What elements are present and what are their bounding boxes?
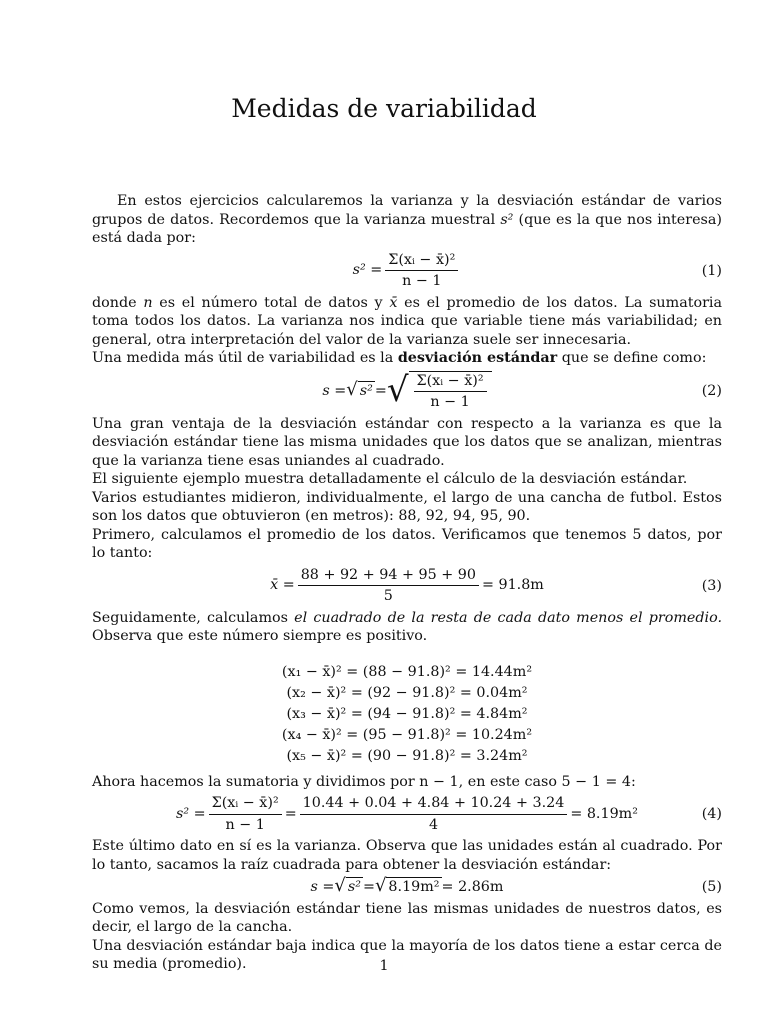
denominator: 5	[383, 588, 393, 604]
numerator: Σ(xᵢ − x̄)²	[385, 251, 458, 272]
paragraph-example-intro: El siguiente ejemplo muestra detalladamente el cálculo de la desviación estándar.	[92, 471, 688, 487]
denominator: n − 1	[225, 816, 265, 833]
denominator: 4	[428, 816, 439, 833]
text: Seguidamente, calculamos	[92, 609, 295, 626]
variable-s2: s²	[500, 211, 514, 228]
radical-icon: √	[334, 875, 346, 896]
fraction	[209, 794, 282, 834]
text: En estos ejercicios calcularemos la varianza y la desviación estándar de varios grupos de datos. Recordemos que la varianza muestral	[92, 193, 722, 228]
equation-number: (3)	[701, 577, 722, 594]
eq-rhs: = 8.19m²	[570, 805, 638, 822]
variable-xbar: x̄	[389, 294, 398, 311]
equation-1	[92, 251, 722, 291]
square-root	[334, 877, 363, 897]
equals: =	[374, 382, 387, 399]
equation-number: (2)	[701, 382, 722, 399]
equation-number: (1)	[701, 262, 722, 279]
squared-differences	[92, 662, 722, 767]
numerator: 88 + 92 + 94 + 95 + 90	[298, 566, 479, 587]
radicand	[409, 371, 492, 412]
numerator: Σ(xᵢ − x̄)²	[209, 794, 282, 815]
text: donde	[92, 294, 144, 311]
paragraph-squares-intro	[92, 609, 722, 646]
denominator: n − 1	[430, 394, 470, 410]
paragraph-units-note: Como vemos, la desviación estándar tiene las mismas unidades de nuestros datos, es decir, el largo de la cancha.	[92, 900, 722, 935]
page-number: 1	[379, 958, 389, 974]
text: que se define como:	[557, 350, 707, 366]
squared-difference-line: (x₃ − x̄)² = (94 − 91.8)² = 4.84m²	[286, 705, 528, 722]
paragraph-conclusion: Una desviación estándar baja indica que la mayoría de los datos tiene a estar cerca de su media (promedio).	[92, 937, 722, 972]
equals: =	[284, 805, 297, 822]
fraction	[298, 566, 479, 606]
eq-lhs: s =	[322, 382, 347, 399]
radical-icon: √	[374, 875, 387, 896]
paragraph-variance-result: Este último dato en sí es la varianza. Observa que las unidades están al cuadrado. Por lo tanto, sacamos la raíz cuadrada para obtener la desviación estándar:	[92, 838, 722, 873]
document-title: Medidas de variabilidad	[231, 94, 537, 123]
denominator: n − 1	[402, 273, 442, 289]
squared-difference-line: (x₅ − x̄)² = (90 − 91.8)² = 3.24m²	[286, 747, 528, 764]
radical-icon: √	[386, 369, 409, 410]
numerator: Σ(xᵢ − x̄)²	[414, 372, 487, 393]
equation-number: (5)	[701, 878, 722, 895]
fraction	[385, 251, 458, 291]
equation-3	[92, 566, 722, 606]
text: Una medida más útil de variabilidad es la	[92, 350, 398, 366]
equation-number: (4)	[701, 805, 722, 822]
fraction	[414, 372, 487, 412]
square-root	[346, 381, 375, 401]
squared-difference-line: (x₁ − x̄)² = (88 − 91.8)² = 14.44m²	[281, 663, 533, 680]
radicand: s²	[359, 383, 373, 400]
paragraph-sum-step: Ahora hacemos la sumatoria y dividimos por n − 1, en este caso 5 − 1 = 4:	[92, 773, 636, 790]
fraction	[300, 794, 568, 834]
text: es el número total de datos y	[152, 294, 390, 311]
paragraph-std-intro	[92, 349, 722, 368]
paragraph-mean-step: Primero, calculamos el promedio de los datos. Verificamos que tenemos 5 datos, por lo tanto:	[92, 526, 722, 561]
eq-lhs: s =	[310, 878, 335, 895]
text: es el promedio de los datos. La sumatoria toma todos los datos. La varianza nos indica que variable tiene más variabilidad; en general, otra interpretación del valor de la varianza suele ser innecesaria.	[92, 294, 723, 348]
document-body	[92, 192, 722, 974]
equals: =	[362, 878, 375, 895]
radicand: 8.19m²	[388, 879, 440, 895]
equation-2	[92, 371, 722, 412]
squared-difference-line: (x₂ − x̄)² = (92 − 91.8)² = 0.04m²	[286, 684, 528, 701]
paragraph-definitions	[92, 294, 722, 350]
bold-term: desviación estándar	[397, 350, 558, 366]
paragraph-data: Varios estudiantes midieron, individualmente, el largo de una cancha de futbol. Estos son los datos que obtuvieron (en metros): 88, 92, 94, 95, 90.	[92, 489, 722, 524]
radicand: s²	[347, 879, 361, 895]
equation-5	[92, 877, 722, 897]
paragraph-advantage: Una gran ventaja de la desviación estándar con respecto a la varianza es que la desviación estándar tiene las misma unidades que los datos que se analizan, mientras que la varianza tiene esas uniandes al cuadrado.	[92, 415, 722, 469]
paragraph-intro	[92, 192, 722, 248]
radical-icon: √	[346, 379, 358, 401]
eq-lhs: s² =	[352, 262, 383, 279]
equation-4	[92, 794, 722, 834]
eq-lhs: s² =	[176, 805, 206, 822]
variable-n: n	[143, 294, 153, 311]
text: Observa que este número siempre es positivo.	[92, 628, 428, 644]
italic-phrase: el cuadrado de la resta de cada dato menos el promedio.	[294, 609, 722, 626]
eq-rhs: = 91.8m	[481, 577, 544, 594]
eq-rhs: = 2.86m	[441, 878, 504, 895]
square-root	[387, 371, 492, 412]
square-root	[375, 877, 442, 897]
numerator: 10.44 + 0.04 + 4.84 + 10.24 + 3.24	[300, 794, 568, 815]
text: (que es la que nos interesa) está dada por:	[92, 211, 722, 246]
eq-lhs: x̄ =	[270, 577, 295, 594]
squared-difference-line: (x₄ − x̄)² = (95 − 91.8)² = 10.24m²	[281, 726, 533, 743]
